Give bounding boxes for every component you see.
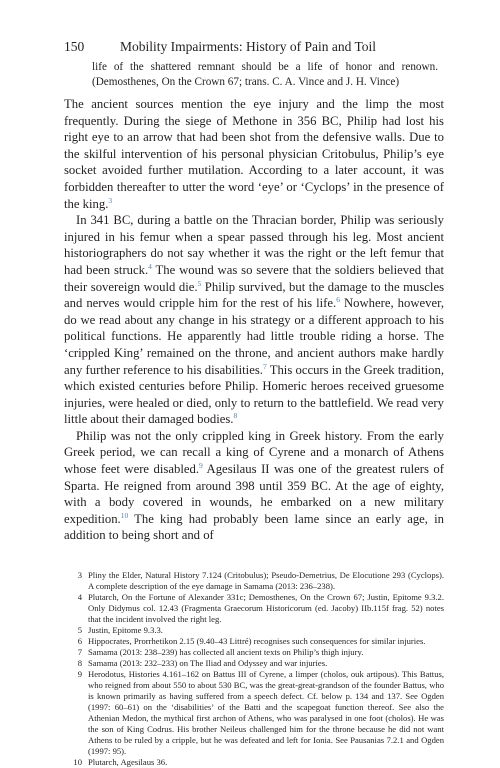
footnote: [64, 636, 444, 647]
running-title: Mobility Impairments: History of Pain and Toil: [120, 39, 377, 54]
paragraph-text: This occurs in the Greek tradition, which existed centuries before Philip. Homeric heroes received gruesome injuries, were healed or died, only to return to the battlefield. We read very little about their damaged bodies.: [64, 362, 444, 427]
footnote-mark[interactable]: 3: [108, 195, 113, 205]
block-quote: life of the shattered remnant should be a life of honor and renown. (Demosthenes, On the Crown 67; trans. C. A. Vince and J. H. Vince): [92, 61, 438, 88]
footnote-text: Samama (2013: 232–233) on The Iliad and Odyssey and war injuries.: [88, 658, 328, 668]
footnote-mark[interactable]: 5: [197, 278, 202, 288]
paragraph-text: Philip survived, but the damage to the muscles and nerves would cripple him for the rest of his life.: [64, 279, 445, 311]
footnote: [64, 625, 444, 636]
footnote-number: 5: [77, 625, 82, 635]
paragraph-text: The king had probably been lame since an early age, in addition to being short and of: [64, 511, 444, 543]
footnote: [64, 647, 444, 658]
footnote-text: Hippocrates, Prorrhetikon 2.15 (9.40–43 Littré) recognises such consequences for similar injuries.: [88, 636, 426, 646]
footnote-number: 9: [77, 669, 82, 679]
footnote-number: 10: [73, 757, 82, 767]
paragraph: [64, 212, 444, 428]
footnote-mark[interactable]: 8: [233, 411, 238, 421]
footnote-text: Samama (2013: 238–239) has collected all ancient texts on Philip’s thigh injury.: [88, 647, 364, 657]
footnote-mark[interactable]: 6: [336, 295, 340, 305]
footnote-text: Plutarch, Agesilaus 36.: [88, 757, 168, 767]
footnote-number: 6: [77, 636, 82, 646]
footnotes: [64, 570, 444, 768]
paragraph-text: In 341 BC, during a battle on the Thracian border, Philip was seriously injured in his femur when a spear passed through his leg. Most ancient historiographers do not say whether it was the right or the left femur that had been struck.: [64, 213, 444, 277]
paragraph: [64, 428, 444, 544]
footnote-mark[interactable]: 9: [199, 461, 203, 471]
paragraph-text: The ancient sources mention the eye injury and the limp the most frequently. During the siege of Methone in 356 BC, Philip had lost his right eye to an arrow that had been shot from the defensive walls. Due to the skilful intervention of his personal physician Critobulus, Philip’s eye socket avoided further mutilation. According to a later account, it was forbidden thereafter to utter the word ‘eye’ or ‘Cyclops’ in the presence of the king.: [64, 97, 444, 211]
running-header: [64, 38, 444, 55]
paragraph-text: Agesilaus II was one of the greatest rulers of Sparta. He reigned from around 398 until 359 BC. At the age of eighty, with a body covered in wounds, he embarked on a new military expedition.: [64, 462, 444, 526]
footnote-mark[interactable]: 7: [262, 361, 267, 371]
footnote: [64, 757, 444, 768]
footnote: [64, 570, 444, 592]
paragraph-text: Nowhere, however, do we read about any change in his strategy or a different approach to his political functions. He apparently had little trouble riding a horse. The ‘crippled King’ remained on the throne, and ancient authors make hardly any further reference to his disabilities.: [64, 296, 444, 377]
footnote-text: Plutarch, On the Fortune of Alexander 331c; Demosthenes, On the Crown 67; Justin, Epitome 9.3.2. Only Didymus col. 12.43 (Fragmenta Graecorum Historicorum (ed. Jacoby) IIb.115f frag. 52) notes that the incident involved the right leg.: [88, 592, 444, 624]
footnote: [64, 658, 444, 669]
paragraph-text: Philip was not the only crippled king in Greek history. From the early Greek period, we can recall a king of Cyrene and a monarch of Athens whose feet were disabled.: [64, 428, 444, 477]
paragraph-text: The wound was so severe that the soldiers believed that their sovereign would die.: [64, 262, 444, 294]
paragraph: [64, 96, 444, 212]
footnote: [64, 669, 444, 757]
footnote-mark[interactable]: 10: [120, 510, 129, 520]
footnote-number: 4: [77, 592, 82, 602]
footnote-text: Herodotus, Histories 4.161–162 on Battus III of Cyrene, a limper (cholos, ouk artipous). This Battus, who reigned from about 550 to about 530 BC, was the great-great-grandson of the founder Battus, who is known primarily as having suffered from a speech defect. Cf. below p. 134 and 137. See Ogden (1997: 60–61) on the ‘disabilities’ of the Batti and the scapegoat function thereof. See also the Athenian Medon, the mythical first archon of Athens, who was paralysed in one foot (cholos). He was the son of King Codrus. His brother Neileus challenged him for the throne because he did not want Athens to be ruled by a cripple, but he was defeated and left for Ionia. See Pausanias 7.2.1 and Ogden (1997: 95).: [88, 669, 444, 756]
footnote-text: Justin, Epitome 9.3.3.: [88, 625, 163, 635]
footnote-text: Pliny the Elder, Natural History 7.124 (Critobulus); Pseudo-Demetrius, De Elocutione 293 (Cyclops). A complete description of the eye damage in Samama (2013: 236–238).: [88, 570, 444, 591]
page-number: 150: [64, 39, 85, 54]
footnote-mark[interactable]: 4: [148, 261, 152, 271]
main-text: [64, 96, 444, 544]
footnote: [64, 592, 444, 625]
footnote-number: 7: [77, 647, 82, 657]
footnote-number: 8: [77, 658, 82, 668]
footnote-number: 3: [77, 570, 82, 580]
